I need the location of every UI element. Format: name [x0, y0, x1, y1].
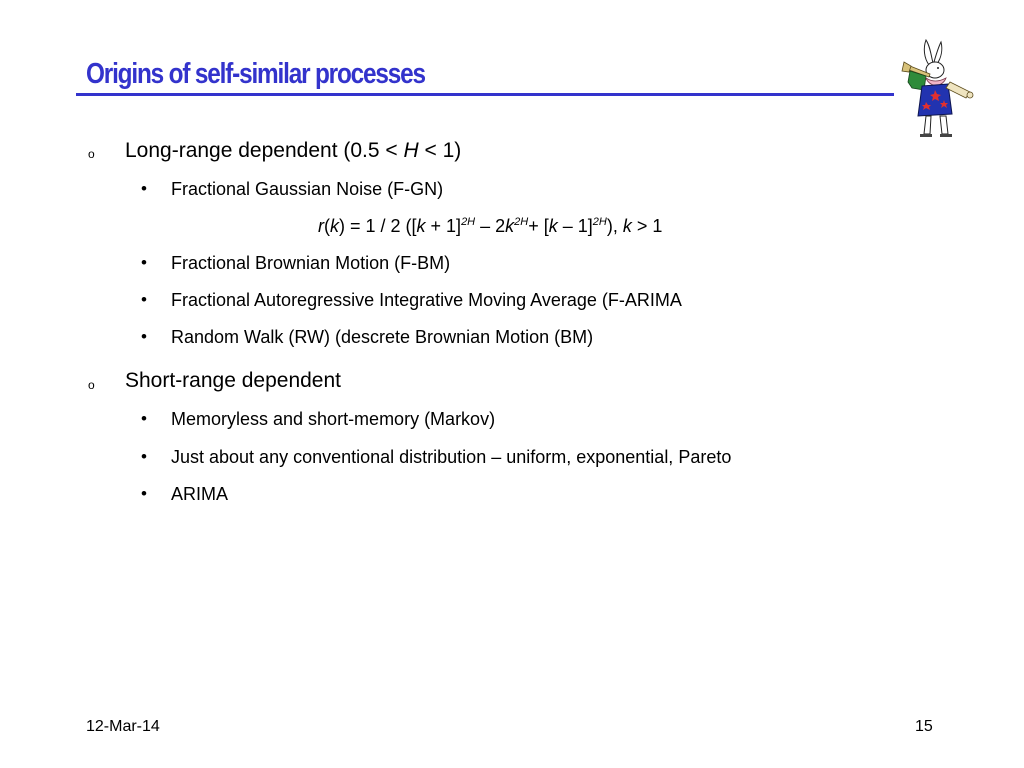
formula-part: + 1] — [425, 216, 462, 236]
formula-part: – 1] — [557, 216, 593, 236]
title-underline — [76, 93, 894, 96]
markov-item: Memoryless and short-memory (Markov) — [171, 409, 496, 429]
formula-k: k — [548, 216, 558, 236]
level1-bullet-marker: o — [88, 378, 95, 392]
formula-k: k — [622, 216, 632, 236]
formula-part: ( — [324, 216, 330, 236]
level2-bullet-marker: • — [141, 409, 147, 428]
formula-part: ) = 1 / 2 ([ — [339, 216, 417, 236]
level2-bullet-marker: • — [141, 179, 147, 198]
level2-bullet-marker: • — [141, 253, 147, 272]
lrd-text-suffix: < 1) — [418, 139, 462, 162]
footer-date: 12-Mar-14 — [86, 718, 160, 735]
arima-item: ARIMA — [171, 484, 229, 504]
formula-k: k — [505, 216, 515, 236]
formula-exponent: 2H — [461, 216, 476, 228]
level2-bullet-marker: • — [141, 447, 147, 466]
formula-k: k — [330, 216, 339, 236]
formula-exponent: 2H — [592, 216, 607, 228]
fgn-item: Fractional Gaussian Noise (F-GN) — [171, 179, 444, 199]
level1-bullet-marker: o — [88, 147, 95, 161]
farima-item: Fractional Autoregressive Integrative Moving Average (F-ARIMA — [171, 290, 682, 310]
white-rabbit-illustration-icon — [896, 38, 978, 140]
conventional-distribution-item: Just about any conventional distribution – uniform, exponential, Pareto — [171, 447, 732, 467]
formula-exponent: 2H — [514, 216, 529, 228]
level2-bullet-marker: • — [141, 290, 147, 309]
formula-k: k — [416, 216, 426, 236]
long-range-dependent-item — [125, 139, 461, 163]
level2-bullet-marker: • — [141, 484, 147, 503]
short-range-dependent-item: Short-range dependent — [125, 369, 341, 392]
lrd-hurst-symbol: H — [403, 139, 419, 162]
formula-part: > 1 — [631, 216, 663, 236]
autocorrelation-formula — [318, 216, 662, 237]
slide-title: Origins of self-similar processes — [86, 58, 425, 90]
lrd-text-prefix: Long-range dependent (0.5 < — [125, 139, 404, 162]
slide-number: 15 — [915, 718, 933, 735]
formula-r: r — [318, 216, 324, 236]
random-walk-item: Random Walk (RW) (descrete Brownian Motion (BM) — [171, 327, 594, 347]
formula-part: – 2 — [475, 216, 506, 236]
formula-part: + [ — [528, 216, 549, 236]
level2-bullet-marker: • — [141, 327, 147, 346]
formula-part: ), — [606, 216, 623, 236]
fbm-item: Fractional Brownian Motion (F-BM) — [171, 253, 451, 273]
